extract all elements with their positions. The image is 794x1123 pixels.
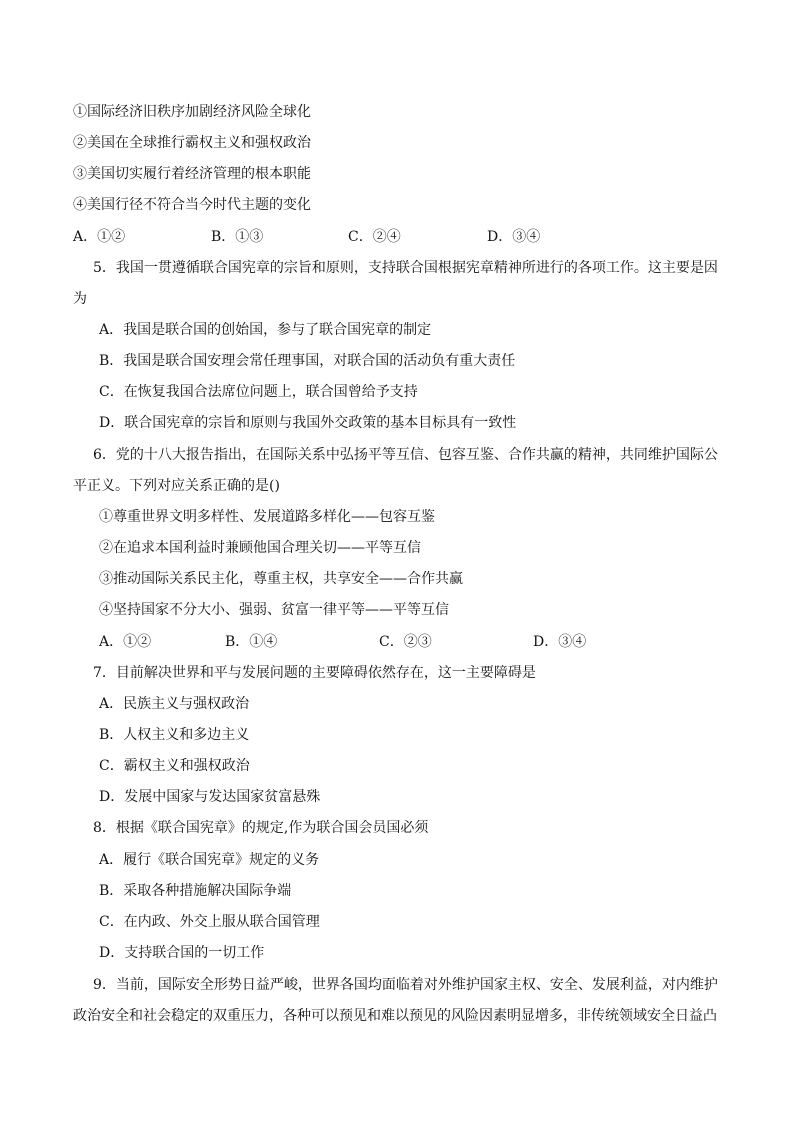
q5-option-c: C．在恢复我国合法席位问题上，联合国曾给予支持 bbox=[99, 384, 418, 400]
statement-2: ②美国在全球推行霸权主义和强权政治 bbox=[73, 135, 311, 151]
q7-option-d: D．发展中国家与发达国家贫富悬殊 bbox=[99, 789, 321, 805]
q4-option-a: A．①② bbox=[73, 229, 126, 245]
q6-option-b: B．①④ bbox=[225, 634, 278, 650]
q6-statement-1: ①尊重世界文明多样性、发展道路多样化——包容互鉴 bbox=[99, 509, 435, 525]
q6-option-c: C．②③ bbox=[379, 634, 432, 650]
q5-option-d: D．联合国宪章的宗旨和原则与我国外交政策的基本目标具有一致性 bbox=[99, 415, 517, 431]
q4-option-d: D．③④ bbox=[487, 229, 541, 245]
q6-option-d: D．③④ bbox=[533, 634, 587, 650]
q4-option-c: C．②④ bbox=[348, 229, 401, 245]
statement-4: ④美国行径不符合当今时代主题的变化 bbox=[73, 197, 311, 213]
statement-1: ①国际经济旧秩序加剧经济风险全球化 bbox=[73, 104, 311, 120]
q8-option-c: C．在内政、外交上服从联合国管理 bbox=[99, 914, 320, 930]
q8-option-d: D．支持联合国的一切工作 bbox=[99, 945, 265, 961]
q9-stem-line-1: 9．当前，国际安全形势日益严峻，世界各国均面临着对外维护国家主权、安全、发展利益，对内维护 bbox=[93, 977, 718, 993]
q5-stem-line-1: 5．我国一贯遵循联合国宪章的宗旨和原则，支持联合国根据宪章精神所进行的各项工作。这主要是因 bbox=[93, 260, 718, 276]
q6-stem-line-2: 平正义。下列对应关系正确的是() bbox=[73, 478, 280, 494]
q6-statement-4: ④坚持国家不分大小、强弱、贫富一律平等——平等互信 bbox=[99, 602, 449, 618]
q9-stem-line-2: 政治安全和社会稳定的双重压力，各种可以预见和难以预见的风险因素明显增多，非传统领域安全日益凸 bbox=[73, 1008, 717, 1024]
q6-statement-3: ③推动国际关系民主化，尊重主权，共享安全——合作共赢 bbox=[99, 571, 463, 587]
statement-3: ③美国切实履行着经济管理的根本职能 bbox=[73, 166, 311, 182]
q6-statement-2: ②在追求本国利益时兼顾他国合理关切——平等互信 bbox=[99, 540, 421, 556]
q7-option-b: B．人权主义和多边主义 bbox=[99, 727, 250, 743]
q7-option-c: C．霸权主义和强权政治 bbox=[99, 758, 250, 774]
q8-option-a: A．履行《联合国宪章》规定的义务 bbox=[99, 852, 320, 868]
q5-option-a: A．我国是联合国的创始国，参与了联合国宪章的制定 bbox=[99, 322, 432, 338]
q5-option-b: B．我国是联合国安理会常任理事国，对联合国的活动负有重大责任 bbox=[99, 353, 516, 369]
q7-stem: 7．目前解决世界和平与发展问题的主要障碍依然存在，这一主要障碍是 bbox=[93, 665, 536, 681]
q8-stem: 8．根据《联合国宪章》的规定,作为联合国会员国必须 bbox=[93, 820, 429, 836]
q5-stem-line-2: 为 bbox=[73, 291, 87, 307]
q7-option-a: A．民族主义与强权政治 bbox=[99, 696, 250, 712]
q6-stem-line-1: 6．党的十八大报告指出，在国际关系中弘扬平等互信、包容互鉴、合作共赢的精神，共同维护国际公 bbox=[93, 447, 718, 463]
q8-option-b: B．采取各种措施解决国际争端 bbox=[99, 883, 292, 899]
q6-option-a: A．①② bbox=[99, 634, 152, 650]
q4-option-b: B．①③ bbox=[211, 229, 264, 245]
